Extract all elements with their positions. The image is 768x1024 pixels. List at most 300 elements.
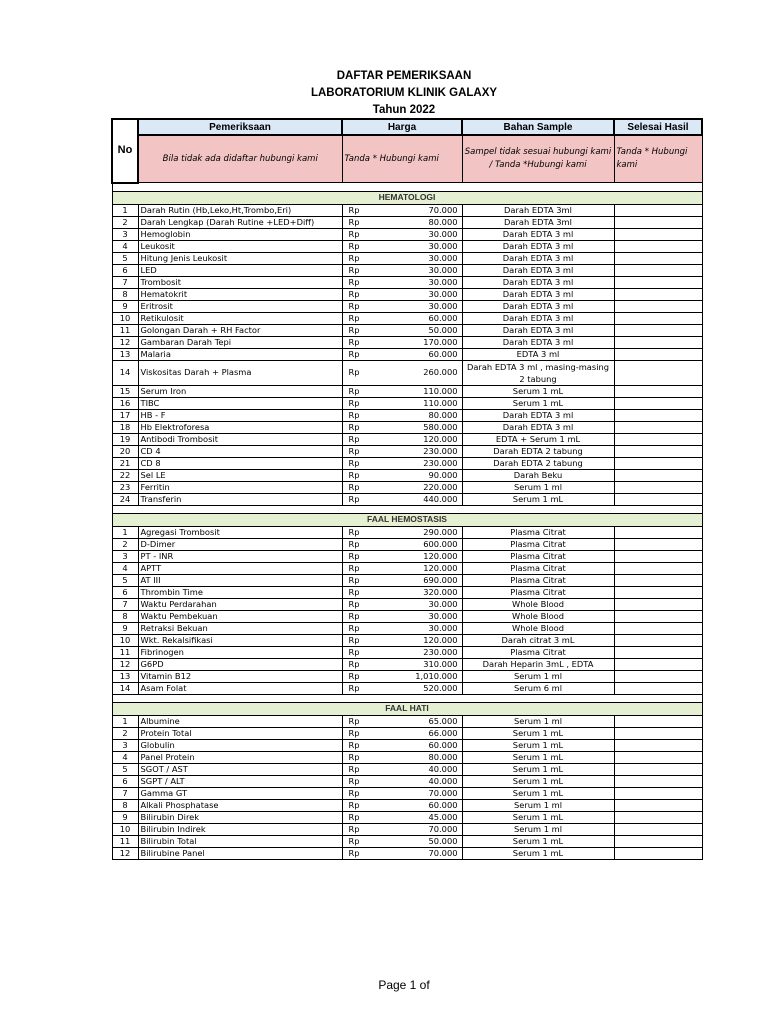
row-number: 10	[112, 634, 138, 646]
table-row	[112, 799, 702, 811]
selesai-cell	[614, 670, 702, 682]
currency-label: Rp	[348, 835, 360, 846]
selesai-cell	[614, 538, 702, 550]
sample-type: Darah EDTA 3 ml	[462, 276, 614, 288]
selesai-cell	[614, 324, 702, 336]
exam-name: Agregasi Trombosit	[138, 526, 342, 538]
price-value: 60.000	[428, 739, 458, 750]
price-cell	[342, 348, 462, 360]
currency-label: Rp	[348, 715, 360, 726]
selesai-cell	[614, 433, 702, 445]
currency-label: Rp	[348, 586, 360, 597]
table-row	[112, 481, 702, 493]
table-row	[112, 216, 702, 228]
row-number: 18	[112, 421, 138, 433]
price-value: 66.000	[428, 727, 458, 738]
price-value: 60.000	[428, 348, 458, 359]
spacer-row	[112, 694, 702, 702]
table-row	[112, 562, 702, 574]
row-number: 5	[112, 574, 138, 586]
currency-label: Rp	[348, 574, 360, 585]
spacer-row	[112, 505, 702, 513]
selesai-cell	[614, 204, 702, 216]
sample-type: Plasma Citrat	[462, 538, 614, 550]
table-row	[112, 324, 702, 336]
currency-label: Rp	[348, 469, 360, 480]
selesai-cell	[614, 385, 702, 397]
table-row	[112, 538, 702, 550]
table-row	[112, 586, 702, 598]
table-row	[112, 787, 702, 799]
selesai-cell	[614, 658, 702, 670]
row-number: 2	[112, 538, 138, 550]
exam-name: Hemoglobin	[138, 228, 342, 240]
price-cell	[342, 264, 462, 276]
price-cell	[342, 288, 462, 300]
currency-label: Rp	[348, 288, 360, 299]
exam-name: AT III	[138, 574, 342, 586]
row-number: 1	[112, 204, 138, 216]
row-number: 6	[112, 586, 138, 598]
price-cell	[342, 300, 462, 312]
price-cell	[342, 469, 462, 481]
table-row	[112, 300, 702, 312]
currency-label: Rp	[348, 324, 360, 335]
price-value: 40.000	[428, 763, 458, 774]
exam-name: Waktu Pembekuan	[138, 610, 342, 622]
selesai-cell	[614, 775, 702, 787]
exam-name: Golongan Darah + RH Factor	[138, 324, 342, 336]
table-row	[112, 493, 702, 505]
exam-name: Transferin	[138, 493, 342, 505]
sample-type: Serum 1 mL	[462, 397, 614, 409]
selesai-cell	[614, 252, 702, 264]
row-number: 9	[112, 622, 138, 634]
sample-type: Darah EDTA 3ml	[462, 204, 614, 216]
price-value: 45.000	[428, 811, 458, 822]
selesai-cell	[614, 550, 702, 562]
selesai-cell	[614, 348, 702, 360]
sample-type: Serum 1 mL	[462, 847, 614, 859]
price-cell	[342, 682, 462, 694]
currency-label: Rp	[348, 481, 360, 492]
exam-name: HB - F	[138, 409, 342, 421]
currency-label: Rp	[348, 598, 360, 609]
currency-label: Rp	[348, 763, 360, 774]
currency-label: Rp	[348, 646, 360, 657]
row-number: 5	[112, 763, 138, 775]
price-value: 30.000	[428, 300, 458, 311]
currency-label: Rp	[348, 240, 360, 251]
exam-name: Gambaran Darah Tepi	[138, 336, 342, 348]
section-header-row	[112, 702, 702, 715]
currency-label: Rp	[348, 312, 360, 323]
price-cell	[342, 409, 462, 421]
header-no: No	[112, 119, 138, 183]
row-number: 8	[112, 799, 138, 811]
exam-name: Malaria	[138, 348, 342, 360]
row-number: 1	[112, 526, 138, 538]
selesai-cell	[614, 312, 702, 324]
selesai-cell	[614, 811, 702, 823]
selesai-cell	[614, 288, 702, 300]
price-cell	[342, 634, 462, 646]
exam-name: Bilirubin Direk	[138, 811, 342, 823]
price-value: 110.000	[423, 397, 458, 408]
price-cell	[342, 670, 462, 682]
header-bahan: Bahan Sample	[462, 119, 614, 135]
currency-label: Rp	[348, 216, 360, 227]
price-cell	[342, 562, 462, 574]
selesai-cell	[614, 763, 702, 775]
sample-type: Serum 1 mL	[462, 739, 614, 751]
price-value: 60.000	[428, 312, 458, 323]
price-cell	[342, 240, 462, 252]
row-number: 7	[112, 787, 138, 799]
header-note-row	[112, 135, 702, 183]
table-row	[112, 610, 702, 622]
price-cell	[342, 252, 462, 264]
selesai-cell	[614, 787, 702, 799]
selesai-cell	[614, 847, 702, 859]
currency-label: Rp	[348, 538, 360, 549]
currency-label: Rp	[348, 787, 360, 798]
table-row	[112, 336, 702, 348]
price-value: 90.000	[428, 469, 458, 480]
price-value: 520.000	[423, 682, 458, 693]
exam-name: Viskositas Darah + Plasma	[138, 360, 342, 385]
exam-name: Hematokrit	[138, 288, 342, 300]
price-cell	[342, 324, 462, 336]
exam-name: Serum Iron	[138, 385, 342, 397]
sample-type: EDTA + Serum 1 mL	[462, 433, 614, 445]
selesai-cell	[614, 300, 702, 312]
price-value: 290.000	[423, 526, 458, 537]
row-number: 10	[112, 823, 138, 835]
sample-type: Serum 1 ml	[462, 799, 614, 811]
exam-name: Waktu Perdarahan	[138, 598, 342, 610]
price-value: 30.000	[428, 264, 458, 275]
currency-label: Rp	[348, 264, 360, 275]
sample-type: Serum 6 ml	[462, 682, 614, 694]
selesai-cell	[614, 264, 702, 276]
exam-name: Bilirubin Total	[138, 835, 342, 847]
table-row	[112, 288, 702, 300]
selesai-cell	[614, 610, 702, 622]
selesai-cell	[614, 682, 702, 694]
exam-name: SGPT / ALT	[138, 775, 342, 787]
sample-type: Serum 1 ml	[462, 481, 614, 493]
exam-name: Thrombin Time	[138, 586, 342, 598]
row-number: 13	[112, 348, 138, 360]
price-cell	[342, 835, 462, 847]
table-row	[112, 727, 702, 739]
currency-label: Rp	[348, 300, 360, 311]
price-value: 50.000	[428, 835, 458, 846]
price-value: 230.000	[423, 646, 458, 657]
price-cell	[342, 823, 462, 835]
title-line-1: DAFTAR PEMERIKSAAN	[336, 70, 472, 82]
exam-name: Bilirubine Panel	[138, 847, 342, 859]
row-number: 3	[112, 228, 138, 240]
spacer-row	[112, 183, 702, 192]
exam-name: Leukosit	[138, 240, 342, 252]
selesai-cell	[614, 409, 702, 421]
header-selesai: Selesai Hasil	[614, 119, 702, 135]
price-value: 230.000	[423, 457, 458, 468]
selesai-cell	[614, 421, 702, 433]
sample-type: Plasma Citrat	[462, 586, 614, 598]
price-value: 580.000	[423, 421, 458, 432]
price-value: 65.000	[428, 715, 458, 726]
sample-type: Darah citrat 3 mL	[462, 634, 614, 646]
exam-name: LED	[138, 264, 342, 276]
sample-type: Darah EDTA 3 ml , masing-masing 2 tabung	[462, 360, 614, 385]
sample-type: Darah EDTA 3ml	[462, 216, 614, 228]
price-cell	[342, 847, 462, 859]
table-row	[112, 348, 702, 360]
exam-name: Asam Folat	[138, 682, 342, 694]
price-value: 50.000	[428, 324, 458, 335]
selesai-cell	[614, 481, 702, 493]
selesai-cell	[614, 799, 702, 811]
price-cell	[342, 811, 462, 823]
price-cell	[342, 312, 462, 324]
selesai-cell	[614, 228, 702, 240]
table-row	[112, 252, 702, 264]
price-value: 600.000	[423, 538, 458, 549]
sample-type: Darah EDTA 2 tabung	[462, 445, 614, 457]
exam-name: Antibodi Trombosit	[138, 433, 342, 445]
currency-label: Rp	[348, 811, 360, 822]
table-row	[112, 228, 702, 240]
table-row	[112, 670, 702, 682]
currency-label: Rp	[348, 409, 360, 420]
section-title: FAAL HATI	[112, 702, 702, 715]
exam-name: Darah Rutin (Hb,Leko,Ht,Trombo,Eri)	[138, 204, 342, 216]
table-row	[112, 835, 702, 847]
row-number: 13	[112, 670, 138, 682]
price-cell	[342, 526, 462, 538]
row-number: 11	[112, 835, 138, 847]
selesai-cell	[614, 751, 702, 763]
sample-type: Darah Beku	[462, 469, 614, 481]
exam-name: Panel Protein	[138, 751, 342, 763]
table-row	[112, 574, 702, 586]
price-value: 440.000	[423, 493, 458, 504]
currency-label: Rp	[348, 739, 360, 750]
exam-name: Gamma GT	[138, 787, 342, 799]
selesai-cell	[614, 469, 702, 481]
table-row	[112, 622, 702, 634]
exam-name: Trombosit	[138, 276, 342, 288]
row-number: 14	[112, 682, 138, 694]
currency-label: Rp	[348, 727, 360, 738]
price-value: 70.000	[428, 847, 458, 858]
price-cell	[342, 360, 462, 385]
selesai-cell	[614, 360, 702, 385]
table-row	[112, 445, 702, 457]
currency-label: Rp	[348, 457, 360, 468]
row-number: 16	[112, 397, 138, 409]
selesai-cell	[614, 240, 702, 252]
row-number: 14	[112, 360, 138, 385]
price-cell	[342, 204, 462, 216]
currency-label: Rp	[348, 751, 360, 762]
exam-name: Bilirubin Indirek	[138, 823, 342, 835]
table-row	[112, 739, 702, 751]
row-number: 11	[112, 646, 138, 658]
table-row	[112, 240, 702, 252]
row-number: 20	[112, 445, 138, 457]
price-cell	[342, 433, 462, 445]
exam-name: APTT	[138, 562, 342, 574]
row-number: 6	[112, 775, 138, 787]
selesai-cell	[614, 622, 702, 634]
sample-type: Darah EDTA 3 ml	[462, 240, 614, 252]
price-value: 30.000	[428, 598, 458, 609]
price-value: 320.000	[423, 586, 458, 597]
exam-name: Eritrosit	[138, 300, 342, 312]
sample-type: Whole Blood	[462, 610, 614, 622]
table-row	[112, 775, 702, 787]
price-cell	[342, 586, 462, 598]
price-cell	[342, 715, 462, 727]
sample-type: Whole Blood	[462, 622, 614, 634]
row-number: 10	[112, 312, 138, 324]
selesai-cell	[614, 835, 702, 847]
exam-name: Darah Lengkap (Darah Rutine +LED+Diff)	[138, 216, 342, 228]
price-cell	[342, 574, 462, 586]
exam-name: Retikulosit	[138, 312, 342, 324]
table-row	[112, 526, 702, 538]
table-row	[112, 385, 702, 397]
price-cell	[342, 216, 462, 228]
currency-label: Rp	[348, 823, 360, 834]
price-cell	[342, 385, 462, 397]
price-cell	[342, 610, 462, 622]
currency-label: Rp	[348, 634, 360, 645]
price-value: 230.000	[423, 445, 458, 456]
sample-type: Serum 1 mL	[462, 835, 614, 847]
sample-type: Serum 1 mL	[462, 727, 614, 739]
price-table	[111, 118, 703, 860]
sample-type: Darah EDTA 3 ml	[462, 264, 614, 276]
row-number: 9	[112, 811, 138, 823]
sample-type: Darah EDTA 3 ml	[462, 288, 614, 300]
exam-name: SGOT / AST	[138, 763, 342, 775]
table-row	[112, 421, 702, 433]
row-number: 5	[112, 252, 138, 264]
header-harga-note: Tanda * Hubungi kami	[342, 135, 462, 183]
currency-label: Rp	[348, 493, 360, 504]
row-number: 6	[112, 264, 138, 276]
exam-name: Wkt. Rekalsifikasi	[138, 634, 342, 646]
selesai-cell	[614, 445, 702, 457]
row-number: 7	[112, 276, 138, 288]
table-row	[112, 469, 702, 481]
currency-label: Rp	[348, 670, 360, 681]
currency-label: Rp	[348, 775, 360, 786]
price-value: 120.000	[423, 550, 458, 561]
sample-type: Darah EDTA 3 ml	[462, 300, 614, 312]
table-row	[112, 634, 702, 646]
selesai-cell	[614, 336, 702, 348]
price-cell	[342, 646, 462, 658]
sample-type: Darah EDTA 3 ml	[462, 336, 614, 348]
price-value: 690.000	[423, 574, 458, 585]
currency-label: Rp	[348, 562, 360, 573]
price-value: 30.000	[428, 610, 458, 621]
selesai-cell	[614, 715, 702, 727]
sample-type: Darah EDTA 2 tabung	[462, 457, 614, 469]
price-cell	[342, 493, 462, 505]
row-number: 2	[112, 727, 138, 739]
row-number: 12	[112, 847, 138, 859]
price-cell	[342, 775, 462, 787]
spacer-cell	[112, 505, 702, 513]
currency-label: Rp	[348, 397, 360, 408]
price-cell	[342, 598, 462, 610]
currency-label: Rp	[348, 847, 360, 858]
currency-label: Rp	[348, 622, 360, 633]
currency-label: Rp	[348, 385, 360, 396]
sample-type: Serum 1 mL	[462, 493, 614, 505]
header-harga: Harga	[342, 119, 462, 135]
row-number: 7	[112, 598, 138, 610]
row-number: 9	[112, 300, 138, 312]
table-row	[112, 847, 702, 859]
sample-type: Darah EDTA 3 ml	[462, 312, 614, 324]
row-number: 8	[112, 288, 138, 300]
selesai-cell	[614, 457, 702, 469]
sample-type: Serum 1 mL	[462, 385, 614, 397]
row-number: 19	[112, 433, 138, 445]
currency-label: Rp	[348, 348, 360, 359]
sample-type: Plasma Citrat	[462, 574, 614, 586]
price-cell	[342, 550, 462, 562]
price-value: 60.000	[428, 799, 458, 810]
table-row	[112, 682, 702, 694]
row-number: 15	[112, 385, 138, 397]
exam-name: Ferritin	[138, 481, 342, 493]
table-row	[112, 646, 702, 658]
price-value: 30.000	[428, 252, 458, 263]
table-row	[112, 312, 702, 324]
table-row	[112, 457, 702, 469]
row-number: 1	[112, 715, 138, 727]
price-value: 80.000	[428, 751, 458, 762]
sample-type: Serum 1 ml	[462, 715, 614, 727]
currency-label: Rp	[348, 550, 360, 561]
table-row	[112, 204, 702, 216]
table-row	[112, 360, 702, 385]
price-cell	[342, 445, 462, 457]
price-value: 110.000	[423, 385, 458, 396]
currency-label: Rp	[348, 682, 360, 693]
price-cell	[342, 397, 462, 409]
exam-name: Alkali Phosphatase	[138, 799, 342, 811]
price-value: 30.000	[428, 228, 458, 239]
price-cell	[342, 727, 462, 739]
exam-name: PT - INR	[138, 550, 342, 562]
row-number: 24	[112, 493, 138, 505]
currency-label: Rp	[348, 799, 360, 810]
sample-type: Whole Blood	[462, 598, 614, 610]
selesai-cell	[614, 634, 702, 646]
exam-name: G6PD	[138, 658, 342, 670]
price-cell	[342, 763, 462, 775]
